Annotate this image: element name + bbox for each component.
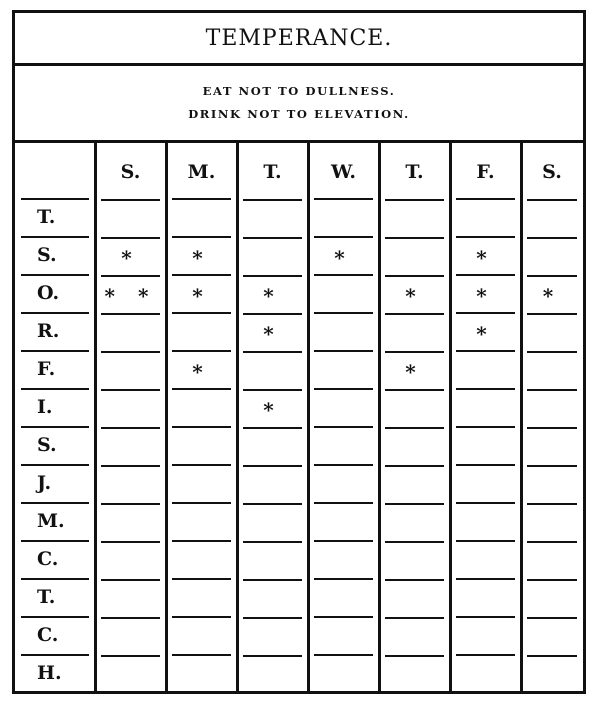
day-header: T.	[263, 161, 282, 183]
fault-mark: *	[263, 322, 282, 346]
virtue-label: S.	[37, 434, 57, 456]
virtue-label: H.	[37, 662, 62, 684]
maxim-drink: DRINK NOT TO ELEVATION.	[188, 107, 410, 121]
virtue-label: F.	[37, 358, 56, 380]
fault-mark: *	[192, 360, 211, 384]
virtue-chart	[12, 10, 586, 694]
column-divider	[378, 143, 381, 694]
day-header: S.	[542, 161, 562, 183]
virtue-label: I.	[37, 396, 53, 418]
fault-mark: * *	[104, 284, 157, 308]
fault-mark: *	[263, 284, 282, 308]
fault-mark: *	[405, 284, 424, 308]
maxim-eat: EAT NOT TO DULLNESS.	[202, 84, 396, 98]
maxims	[15, 66, 583, 143]
fault-mark: *	[334, 246, 353, 270]
column-divider	[520, 143, 523, 694]
virtue-label: C.	[37, 624, 59, 646]
fault-mark: *	[476, 246, 495, 270]
day-header: F.	[476, 161, 495, 183]
column-divider	[165, 143, 168, 694]
fault-mark: *	[405, 360, 424, 384]
virtue-label: R.	[37, 320, 60, 342]
fault-mark: *	[121, 246, 140, 270]
day-header: S.	[120, 161, 141, 183]
fault-mark: *	[192, 246, 211, 270]
column-divider	[94, 143, 97, 694]
tracking-grid	[15, 143, 583, 694]
fault-mark: *	[476, 322, 495, 346]
virtue-label: C.	[37, 548, 59, 570]
virtue-label: T.	[37, 206, 56, 228]
column-divider	[449, 143, 452, 694]
chart-title: TEMPERANCE.	[15, 13, 583, 66]
virtue-label: S.	[37, 244, 57, 266]
virtue-label: T.	[37, 586, 56, 608]
day-header: W.	[331, 161, 356, 183]
virtue-label: M.	[37, 510, 65, 532]
fault-mark: *	[192, 284, 211, 308]
day-header: M.	[187, 161, 216, 183]
day-header: T.	[405, 161, 424, 183]
fault-mark: *	[542, 284, 562, 308]
fault-mark: *	[476, 284, 495, 308]
virtue-label: O.	[37, 282, 60, 304]
virtue-label: J.	[37, 472, 52, 494]
fault-mark: *	[263, 398, 282, 422]
